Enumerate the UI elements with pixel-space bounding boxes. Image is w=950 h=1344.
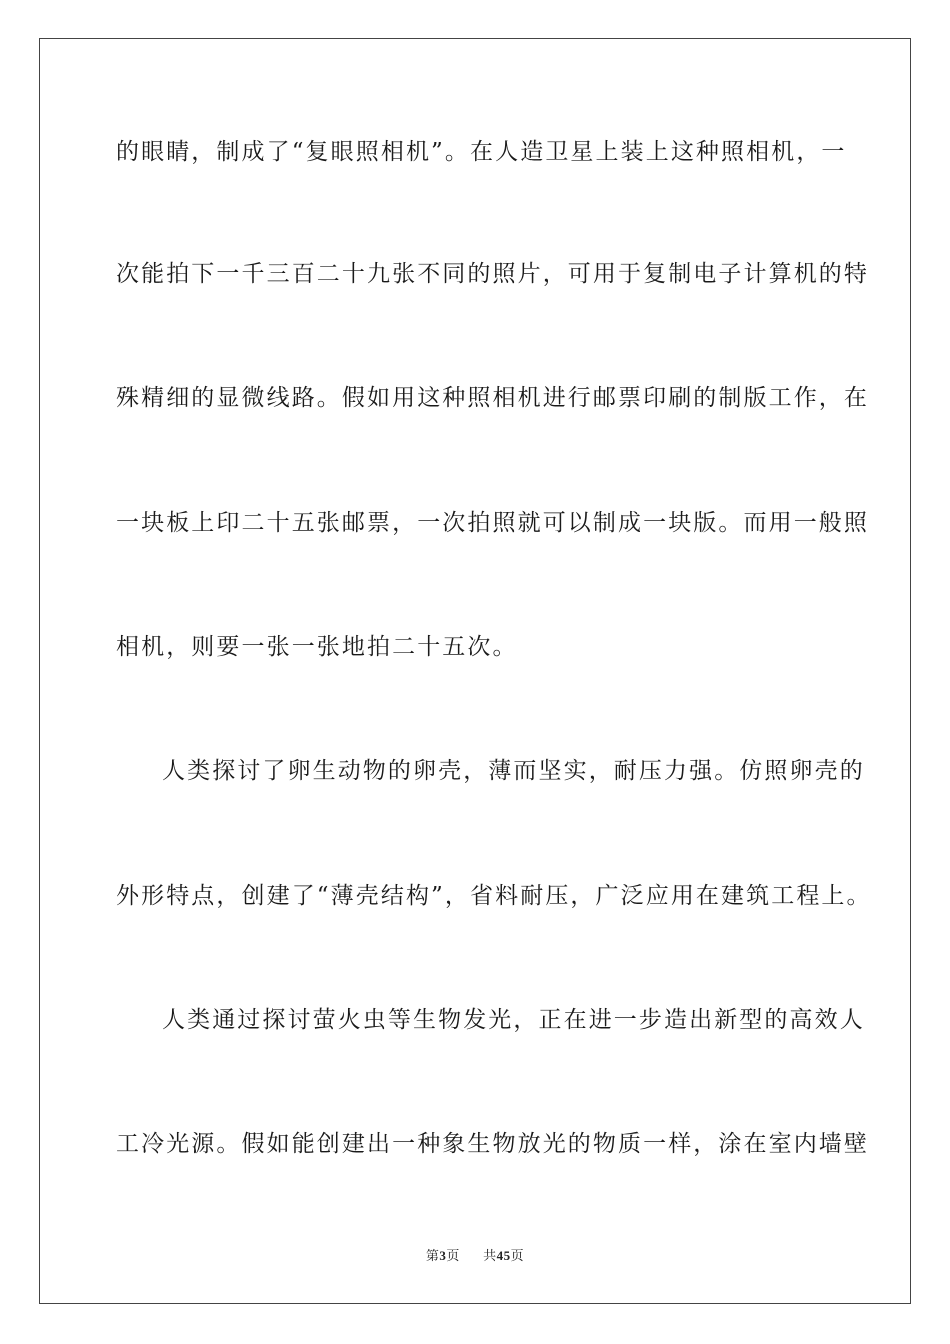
page-footer	[0, 1245, 950, 1264]
page-number-label: 第3页	[425, 1248, 460, 1264]
current-page: 3	[439, 1248, 447, 1263]
paragraph-line-7: 外形特点，创建了“薄壳结构”，省料耐压，广泛应用在建筑工程上。	[116, 883, 872, 909]
paragraph-line-8: 人类通过探讨萤火虫等生物发光，正在进一步造出新型的高效人	[162, 1007, 865, 1033]
paragraph-line-3: 殊精细的显微线路。假如用这种照相机进行邮票印刷的制版工作，在	[116, 385, 869, 411]
total-pages: 45	[496, 1248, 511, 1263]
paragraph-line-5: 相机，则要一张一张地拍二十五次。	[116, 634, 518, 660]
page-border	[39, 38, 911, 1304]
total-pages-label: 共45页	[483, 1248, 525, 1264]
paragraph-line-2: 次能拍下一千三百二十九张不同的照片，可用于复制电子计算机的特	[116, 261, 869, 287]
paragraph-line-4: 一块板上印二十五张邮票，一次拍照就可以制成一块版。而用一般照	[116, 510, 869, 536]
paragraph-line-1: 的眼睛，制成了“复眼照相机”。在人造卫星上装上这种照相机，一	[116, 139, 847, 165]
paragraph-line-9: 工冷光源。假如能创建出一种象生物放光的物质一样，涂在室内墙壁	[116, 1131, 869, 1157]
paragraph-line-6: 人类探讨了卵生动物的卵壳，薄而坚实，耐压力强。仿照卵壳的	[162, 758, 865, 784]
